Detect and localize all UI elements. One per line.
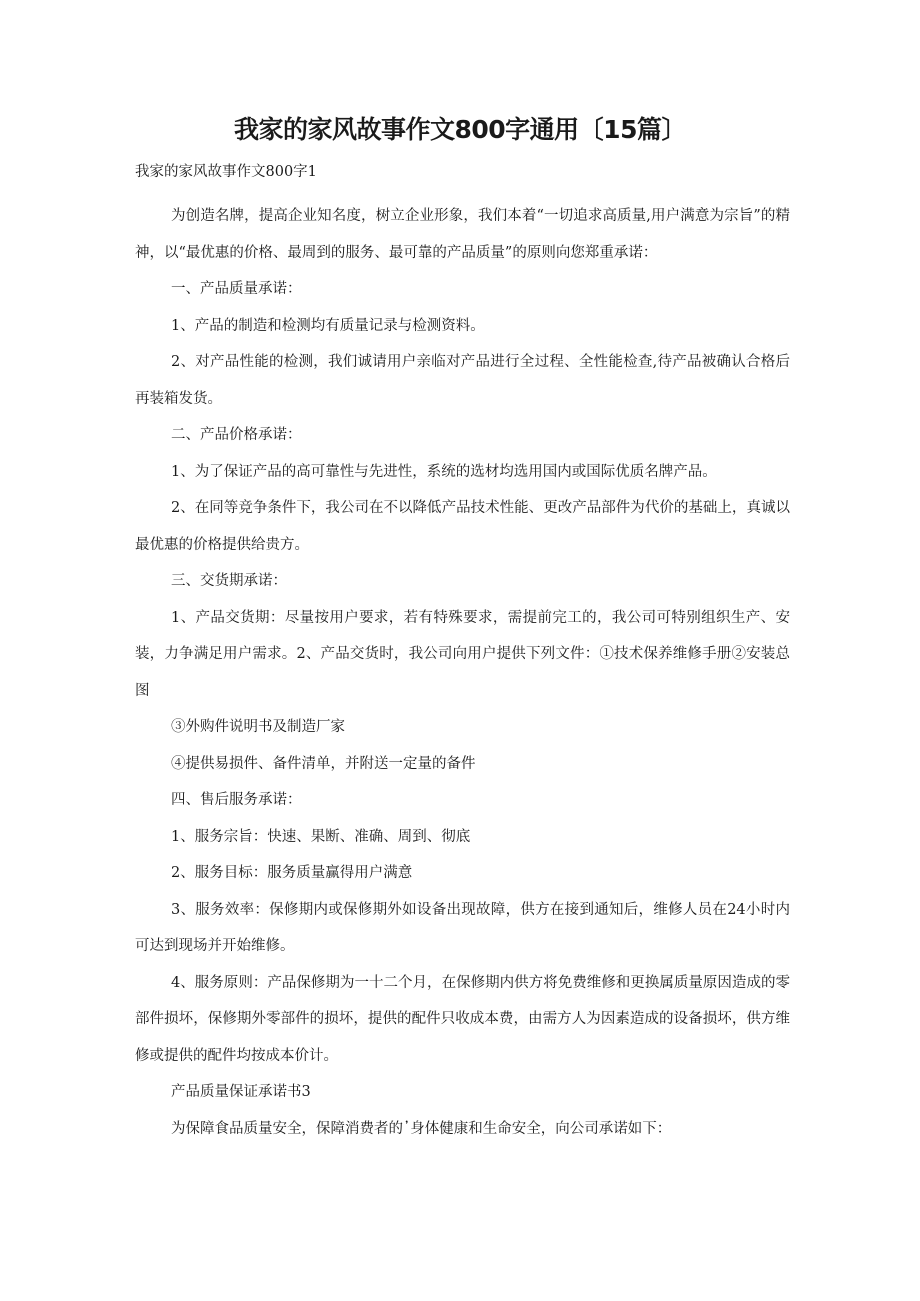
paragraph: 2、服务目标：服务质量赢得用户满意: [171, 865, 413, 881]
paragraph: 4、服务原则：产品保修期为一十二个月，在保修期内供方将免费维修和更换属质量原因造成的零部件损坏，保修期外零部件的损坏，提供的配件只收成本费，由需方人为因素造成的设备损坏，供方维修或提供的配件均按成本价计。: [135, 974, 790, 1064]
paragraph: 为创造名牌，提高企业知名度，树立企业形象，我们本着“一切追求高质量,用户满意为宗旨”的精神，以“最优惠的价格、最周到的服务、最可靠的产品质量”的原则向您郑重承诺：: [135, 208, 790, 261]
section-heading: 产品质量保证承诺书3: [171, 1084, 311, 1100]
section-heading: 三、交货期承诺：: [171, 573, 287, 589]
document-title: 我家的家风故事作文800字通用〔15篇〕: [234, 115, 686, 144]
section-heading: 四、售后服务承诺：: [171, 792, 302, 808]
paragraph: 1、产品交货期：尽量按用户要求，若有特殊要求，需提前完工的，我公司可特别组织生产、安装，力争满足用户需求。2、产品交货时，我公司向用户提供下列文件：①技术保养维修手册②安装总图: [135, 609, 790, 699]
document-subtitle: 我家的家风故事作文800字1: [135, 164, 317, 180]
document-body: [135, 198, 790, 1147]
paragraph: 1、产品的制造和检测均有质量记录与检测资料。: [171, 317, 485, 334]
paragraph: ③外购件说明书及制造厂家: [171, 719, 345, 735]
section-heading: 一、产品质量承诺：: [171, 281, 302, 297]
section-heading: 二、产品价格承诺：: [171, 427, 302, 443]
paragraph: 1、为了保证产品的高可靠性与先进性，系统的选材均选用国内或国际优质名牌产品。: [171, 463, 717, 480]
paragraph: 为保障食品质量安全，保障消费者的᾽身体健康和生命安全，向公司承诺如下：: [171, 1120, 672, 1137]
paragraph: 1、服务宗旨：快速、果断、准确、周到、彻底: [171, 828, 471, 845]
paragraph: 2、对产品性能的检测，我们诚请用户亲临对产品进行全过程、全性能检查,待产品被确认合格后再装箱发货。: [135, 354, 790, 407]
paragraph: 2、在同等竞争条件下，我公司在不以降低产品技术性能、更改产品部件为代价的基础上，真诚以最优惠的价格提供给贵方。: [135, 500, 790, 553]
paragraph: ④提供易损件、备件清单，并附送一定量的备件: [171, 755, 476, 772]
paragraph: 3、服务效率：保修期内或保修期外如设备出现故障，供方在接到通知后，维修人员在24小时内可达到现场并开始维修。: [135, 901, 790, 954]
